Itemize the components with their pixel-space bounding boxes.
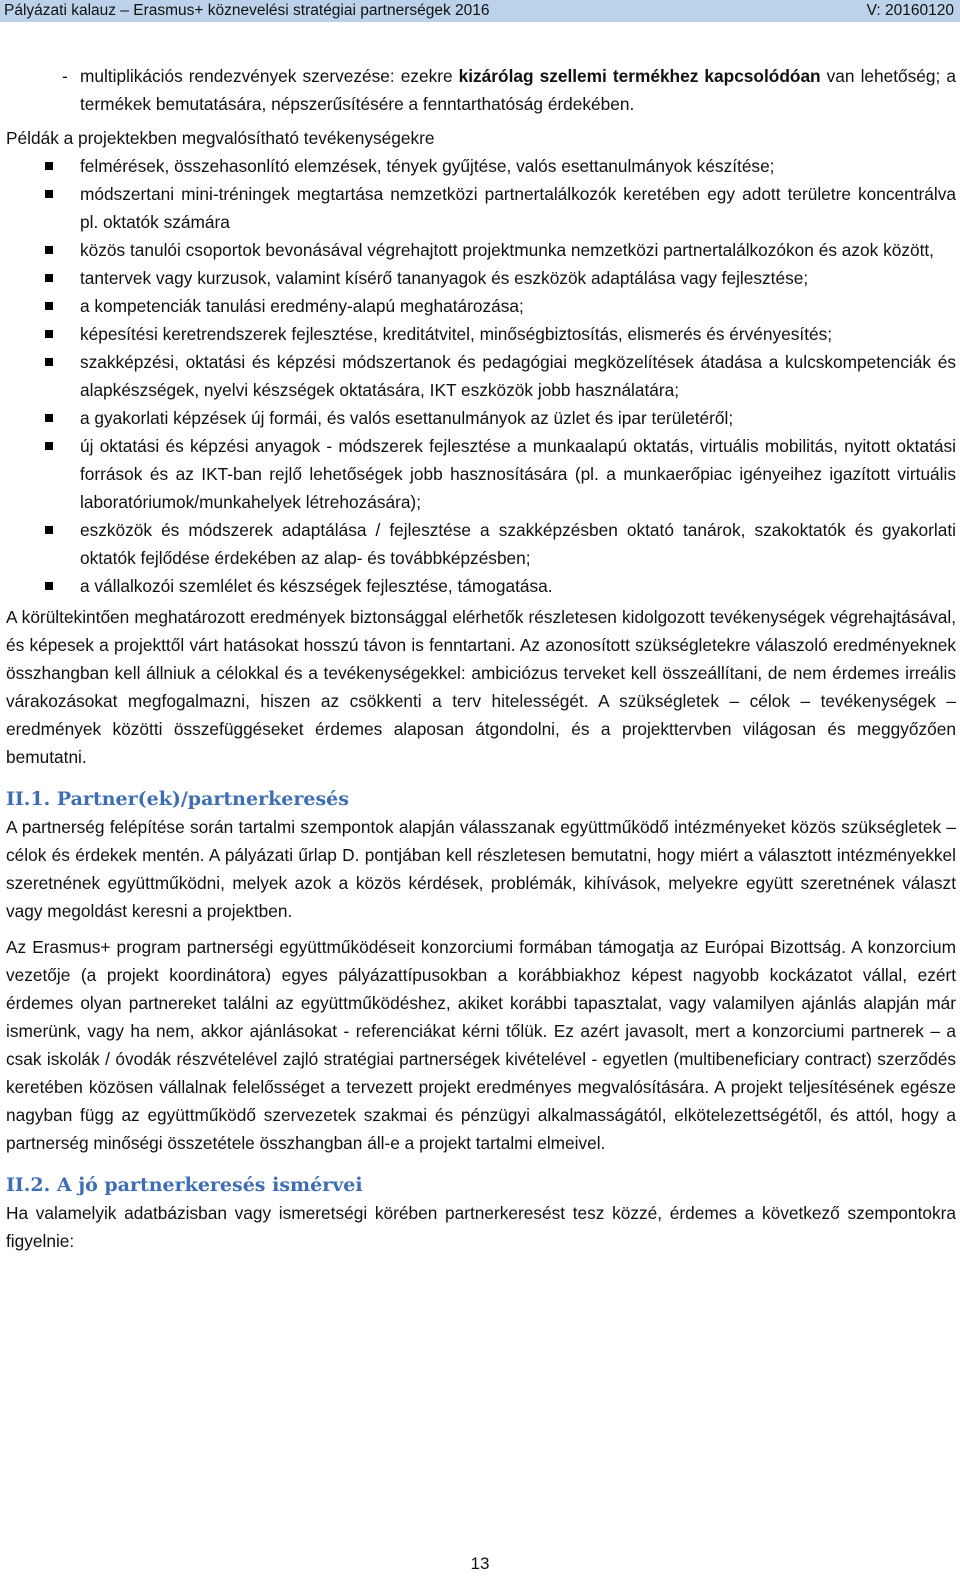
square-bullet-icon <box>45 582 53 590</box>
list-item: szakképzési, oktatási és képzési módszertanok és pedagógiai megközelítések átadása a kulcskompetenciák és alapkészségek, nyelvi készségek oktatására, IKT eszközök jobb használatára; <box>6 348 956 404</box>
list-item: eszközök és módszerek adaptálása / fejlesztése a szakképzésben oktató tanárok, szakoktatók és gyakorlati oktatók fejlődése érdekében az alap- és továbbképzésben; <box>6 516 956 572</box>
document-body <box>6 62 956 1255</box>
list-item: a gyakorlati képzések új formái, és valós esettanulmányok az üzlet és ipar területéről; <box>6 404 956 432</box>
header-version: V: 20160120 <box>866 2 954 19</box>
results-paragraph: A körültekintően meghatározott eredmények biztonsággal elérhetők részletesen kidolgozott tevékenységek végrehajtásával, és képesek a projekttől várt hatásokat hosszú távon is fenntartani. Az azonosított szükségletekre válaszoló eredményeknek összhangban kell állniuk a célokkal és a tevékenységekkel: ambiciózus terveket kell összeállítani, de nem érdemes irreális várakozásokat megfogalmazni, hiszen az csökkenti a terv hitelességét. A szükségletek – célok – tevékenységek – eredmények közötti összefüggéseket érdemes alaposan átgondolni, és a projekttervben világosan és meggyőzően bemutatni. <box>6 607 956 767</box>
dash-text-bold: kizárólag szellemi termékhez kapcsolódóan <box>458 66 821 86</box>
list-item: közös tanulói csoportok bevonásával végrehajtott projektmunka nemzetközi partnertalálkozókon és azok között, <box>6 236 956 264</box>
square-bullet-icon <box>45 162 53 170</box>
square-bullet-icon <box>45 414 53 422</box>
list-item: képesítési keretrendszerek fejlesztése, kreditátvitel, minőségbiztosítás, elismerés és érvényesítés; <box>6 320 956 348</box>
square-bullet-icon <box>45 190 53 198</box>
list-item: tantervek vagy kurzusok, valamint kísérő tananyagok és eszközök adaptálása vagy fejlesztése; <box>6 264 956 292</box>
list-item: a vállalkozói szemlélet és készségek fejlesztése, támogatása. <box>6 572 956 600</box>
square-bullet-icon <box>45 526 53 534</box>
page-number: 13 <box>470 1554 490 1573</box>
square-bullet-icon <box>45 246 53 254</box>
list-item: a kompetenciák tanulási eredmény-alapú meghatározása; <box>6 292 956 320</box>
list-item: új oktatási és képzési anyagok - módszerek fejlesztése a munkaalapú oktatás, virtuális mobilitás, nyitott oktatási források és az IKT-ban rejlő lehetőségek jobb hasznosítására (pl. a munkaerőpiac igényeihez igazított virtuális laboratóriumok/munkahelyek létrehozására); <box>6 432 956 516</box>
square-bullet-icon <box>45 442 53 450</box>
dash-text-part2: van lehetőség; a termékek bemutatására, népszerűsítésére a fenntarthatóság érdekében. <box>80 66 956 114</box>
dash-text-part1: multiplikációs rendezvények szervezése: ezekre <box>80 66 459 86</box>
section1-paragraph-1: A partnerség felépítése során tartalmi szempontok alapján válasszanak együttműködő intézményeket közös szükségletek – célok és érdekek mentén. A pályázati űrlap D. pontjában kell részletesen bemutatni, hogy miért a választott intézményekkel szeretnének együttműködni, melyek azok a közös kérdések, problémák, kihívások, melyekre együtt szeretnének választ vagy megoldást keresni a projektben. <box>6 817 956 921</box>
square-bullet-icon <box>45 358 53 366</box>
section1-paragraph-2: Az Erasmus+ program partnerségi együttműködéseit konzorciumi formában támogatja az Európai Bizottság. A konzorcium vezetője (a projekt koordinátora) egyes pályázattípusokban a korábbiakhoz képest nagyobb kockázatot vállal, ezért érdemes olyan partnereket találni az együttműködéshez, akiket korábbi tapasztalat, vagy valamilyen ajánlás alapján már ismerünk, vagy ha nem, akkor ajánlásokat - referenciákat kérni tőlük. Ez azért javasolt, mert a konzorciumi partnerek – a csak iskolák / óvodák részvételével zajló stratégiai partnerségek kivételével - egyetlen (multibeneficiary contract) szerződés keretében közösen vállalnak felelősséget a tervezett projekt eredményes megvalósítására. A projekt teljesítésének egésze nagyban függ az együttműködő szervezetek szakmai és pénzügyi alkalmasságától, elkötelezettségétől, és attól, hogy a partnerség minőségi összetétele összhangban áll-e a projekt tartalmi elmeivel. <box>6 937 956 1153</box>
list-item: módszertani mini-tréningek megtartása nemzetközi partnertalálkozók keretében egy adott területre koncentrálva pl. oktatók számára <box>6 180 956 236</box>
square-bullet-icon <box>45 274 53 282</box>
page-header <box>0 0 960 22</box>
section2-paragraph-1: Ha valamelyik adatbázisban vagy ismeretségi körében partnerkeresést tesz közzé, érdemes a következő szempontokra figyelnie: <box>6 1203 956 1251</box>
dash-list-item <box>6 62 956 118</box>
header-title: Pályázati kalauz – Erasmus+ köznevelési stratégiai partnerségek 2016 <box>4 2 490 19</box>
examples-list <box>6 152 956 600</box>
examples-intro: Példák a projektekben megvalósítható tevékenységekre <box>6 128 435 148</box>
section-heading-criteria: II.2. A jó partnerkeresés ismérvei <box>6 1174 363 1196</box>
square-bullet-icon <box>45 302 53 310</box>
section-heading-partners: II.1. Partner(ek)/partnerkeresés <box>6 788 349 810</box>
list-item: felmérések, összehasonlító elemzések, tények gyűjtése, valós esettanulmányok készítése; <box>6 152 956 180</box>
dash-marker: - <box>62 66 68 86</box>
square-bullet-icon <box>45 330 53 338</box>
